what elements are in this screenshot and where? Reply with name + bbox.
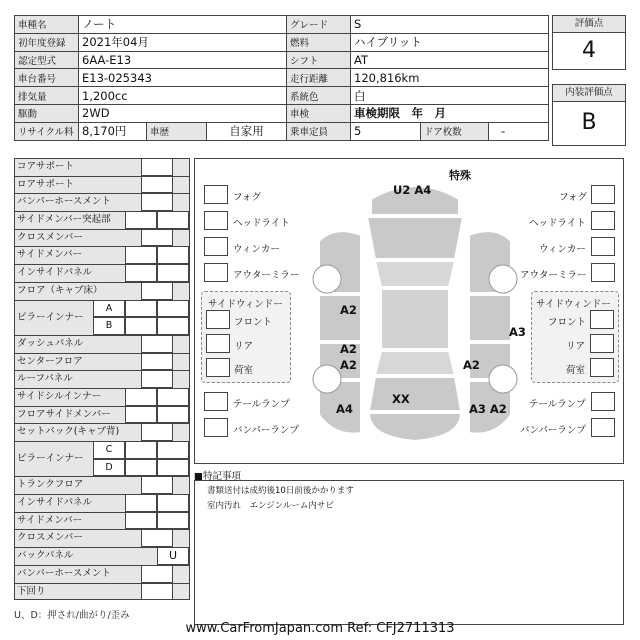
part-cell xyxy=(125,441,157,459)
info-row xyxy=(15,87,549,105)
interior-score-box xyxy=(552,84,626,146)
bumperlamp-left-check xyxy=(204,418,228,437)
headlight-right-label: ヘッドライト xyxy=(529,218,586,229)
part-sub-a: A xyxy=(93,300,125,318)
part-cell xyxy=(141,335,173,353)
taillamp-right-check xyxy=(591,392,615,411)
part-cell xyxy=(141,370,173,388)
taillamp-left-label: テールランプ xyxy=(233,399,290,410)
part-row xyxy=(14,229,190,247)
part-row xyxy=(14,476,190,494)
part-label: 下回り xyxy=(17,585,46,597)
part-row xyxy=(14,211,190,229)
mirror-left-check xyxy=(204,263,228,282)
value-first-reg: 2021年04月 xyxy=(79,33,287,51)
taillamp-left-check xyxy=(204,392,228,411)
roof-shape xyxy=(381,289,449,349)
part-row xyxy=(14,583,190,601)
remarks-line-1: 書類送付は成約後10日前後かかります xyxy=(207,486,354,496)
part-cell xyxy=(141,282,173,300)
label-doors: ドア枚数 xyxy=(421,122,489,140)
label-recycle: リサイクル料 xyxy=(15,122,79,140)
part-row xyxy=(14,264,190,282)
mirror-left-label: アウターミラー xyxy=(233,270,300,281)
part-label: サイドメンバー xyxy=(17,249,83,261)
hood-shape xyxy=(367,217,463,259)
cargo-left-check xyxy=(206,358,230,377)
windshield-shape xyxy=(375,261,455,287)
fog-left-check xyxy=(204,185,228,204)
label-displacement: 排気量 xyxy=(15,87,79,105)
winker-right-check xyxy=(591,237,615,256)
sidewindow-left-group xyxy=(201,291,291,383)
value-fuel: ハイブリット xyxy=(351,33,549,51)
part-cell xyxy=(141,158,173,176)
part-row xyxy=(14,370,190,388)
part-row xyxy=(14,512,190,530)
label-capacity: 乗車定員 xyxy=(287,122,351,140)
part-label: インサイドパネル xyxy=(17,497,93,509)
bumperlamp-right-label: バンパーランプ xyxy=(520,425,586,436)
code-left-rear-fender: A4 xyxy=(336,402,353,416)
value-history: 自家用 xyxy=(207,122,287,140)
part-row xyxy=(14,335,190,353)
part-cell xyxy=(125,317,157,335)
label-color: 系統色 xyxy=(287,87,351,105)
part-row xyxy=(14,547,190,565)
part-label: トランクフロア xyxy=(17,479,84,491)
damage-diagram xyxy=(194,158,624,464)
part-label: バンパーホースメント xyxy=(17,567,111,579)
part-cell xyxy=(157,406,189,424)
part-row xyxy=(14,353,190,371)
part-label: サイドメンバー xyxy=(17,514,83,526)
frame-parts-list xyxy=(14,158,190,600)
part-cell xyxy=(141,193,173,211)
info-row xyxy=(15,33,549,51)
part-cell xyxy=(125,406,157,424)
part-row xyxy=(14,406,190,424)
value-chassis: E13-025343 xyxy=(79,69,287,87)
part-cell xyxy=(141,229,173,247)
rear-bumper-shape xyxy=(369,413,461,441)
label-shift: シフト xyxy=(287,51,351,69)
fog-right-label: フォグ xyxy=(559,192,588,203)
value-shift: AT xyxy=(351,51,549,69)
info-row xyxy=(15,51,549,69)
part-cell xyxy=(157,512,189,530)
value-recycle: 8,170円 xyxy=(79,122,147,140)
code-rear: XX xyxy=(392,392,410,406)
part-row xyxy=(14,158,190,176)
front-right-check xyxy=(590,310,614,329)
cargo-right-label: 荷室 xyxy=(566,365,586,376)
legend-note: U、D：押され/曲がり/歪み xyxy=(14,610,130,621)
part-cell xyxy=(125,211,157,229)
mirror-right-check xyxy=(591,263,615,282)
part-label: コアサポート xyxy=(17,161,75,172)
diagram-title: 特殊 xyxy=(449,169,471,182)
fog-right-check xyxy=(591,185,615,204)
part-row xyxy=(14,388,190,406)
winker-left-label: ウィンカー xyxy=(233,244,280,255)
info-row xyxy=(15,69,549,87)
code-left-rear-door-1: A2 xyxy=(340,342,357,356)
part-label: ピラーインナー xyxy=(17,311,84,323)
part-row xyxy=(14,282,190,300)
part-cell xyxy=(141,423,173,441)
code-left-front-door: A2 xyxy=(340,303,357,317)
part-cell xyxy=(157,264,189,282)
part-label: ロアサポート xyxy=(17,178,75,190)
part-cell xyxy=(157,388,189,406)
info-row xyxy=(15,16,549,34)
fog-left-label: フォグ xyxy=(233,192,262,203)
part-cell xyxy=(157,246,189,264)
part-cell xyxy=(141,529,173,547)
part-label: フロアサイドメンバー xyxy=(17,408,111,420)
part-cell xyxy=(157,459,189,477)
part-cell xyxy=(157,441,189,459)
value-mileage: 120,816km xyxy=(351,69,549,87)
label-grade: グレード xyxy=(287,16,351,34)
wheel-rear-right xyxy=(489,365,517,393)
rear-left-check xyxy=(206,334,230,353)
label-history: 車歴 xyxy=(147,122,207,140)
part-label: クロスメンバー xyxy=(17,231,83,243)
part-cell xyxy=(141,565,173,583)
part-row xyxy=(14,529,190,547)
wheel-front-left xyxy=(313,265,341,293)
part-label: クロスメンバー xyxy=(17,532,83,544)
bumperlamp-left-label: バンパーランプ xyxy=(233,425,299,436)
part-cell xyxy=(125,300,157,318)
rear-window-shape xyxy=(375,351,455,375)
interior-score-value: B xyxy=(581,110,597,135)
cargo-right-check xyxy=(590,358,614,377)
part-cell xyxy=(125,246,157,264)
interior-score-label: 内装評価点 xyxy=(553,85,625,102)
part-sub-c: C xyxy=(93,441,125,459)
label-inspection: 車検 xyxy=(287,104,351,122)
value-drive: 2WD xyxy=(79,104,287,122)
value-displacement: 1,200cc xyxy=(79,87,287,105)
info-row xyxy=(15,122,549,140)
cargo-left-label: 荷室 xyxy=(234,365,254,376)
wheel-front-right xyxy=(489,265,517,293)
rear-right-check xyxy=(590,334,614,353)
value-type: 6AA-E13 xyxy=(79,51,287,69)
part-row xyxy=(14,176,190,194)
part-cell xyxy=(157,494,189,512)
score-box xyxy=(552,15,626,70)
label-type: 認定型式 xyxy=(15,51,79,69)
front-right-label: フロント xyxy=(548,317,587,328)
part-row xyxy=(14,441,190,476)
headlight-left-label: ヘッドライト xyxy=(233,218,290,229)
part-cell xyxy=(125,264,157,282)
remarks-box xyxy=(194,480,624,625)
label-first-reg: 初年度登録 xyxy=(15,33,79,51)
part-sub-b: B xyxy=(93,317,125,335)
code-right-rear-door: A2 xyxy=(463,358,480,372)
footer-watermark: www.CarFromJapan.com Ref: CFJ2711313 xyxy=(185,621,455,636)
winker-left-check xyxy=(204,237,228,256)
part-cell xyxy=(157,317,189,335)
part-label: ピラーインナー xyxy=(17,453,84,465)
sidewindow-left-title: サイドウィンドー xyxy=(208,299,283,310)
part-label: ダッシュパネル xyxy=(17,337,84,349)
front-left-check xyxy=(206,310,230,329)
taillamp-right-label: テールランプ xyxy=(529,399,586,410)
part-label: バンパーホースメント xyxy=(17,196,111,208)
score-label: 評価点 xyxy=(553,16,625,33)
part-label: サイドシルインナー xyxy=(17,390,102,402)
part-cell-value: U xyxy=(157,547,189,565)
part-cell xyxy=(141,176,173,194)
code-left-rear-door-2: A2 xyxy=(340,358,357,372)
part-cell xyxy=(125,512,157,530)
part-label: センターフロア xyxy=(17,355,83,367)
label-model: 車種名 xyxy=(15,16,79,34)
part-row xyxy=(14,423,190,441)
vehicle-info-table xyxy=(14,15,549,141)
part-cell xyxy=(125,494,157,512)
left-front-door-shape xyxy=(319,295,361,341)
part-label: バックパネル xyxy=(17,550,74,562)
part-row xyxy=(14,193,190,211)
value-model: ノート xyxy=(79,16,287,34)
front-left-label: フロント xyxy=(234,317,273,328)
sidewindow-right-title: サイドウィンドー xyxy=(536,299,611,310)
value-capacity: 5 xyxy=(351,122,421,140)
headlight-right-check xyxy=(591,211,615,230)
part-cell xyxy=(125,459,157,477)
part-row xyxy=(14,494,190,512)
value-doors: - xyxy=(489,122,549,140)
value-color: 白 xyxy=(351,87,549,105)
part-row xyxy=(14,565,190,583)
label-fuel: 燃料 xyxy=(287,33,351,51)
part-cell xyxy=(141,476,173,494)
bumperlamp-right-check xyxy=(591,418,615,437)
part-label: サイドメンバー突起部 xyxy=(17,214,111,226)
wheel-rear-left xyxy=(313,365,341,393)
label-drive: 駆動 xyxy=(15,104,79,122)
rear-right-label: リア xyxy=(566,341,586,352)
part-row xyxy=(14,300,190,335)
score-value: 4 xyxy=(582,38,596,63)
part-cell xyxy=(125,388,157,406)
value-grade: S xyxy=(351,16,549,34)
right-front-door-shape xyxy=(469,295,511,341)
headlight-left-check xyxy=(204,211,228,230)
code-right-door: A3 xyxy=(509,325,526,339)
part-cell xyxy=(141,583,173,601)
remarks-line-2: 室内汚れ エンジンルーム内サビ xyxy=(207,501,334,511)
trunk-shape xyxy=(369,377,461,411)
winker-right-label: ウィンカー xyxy=(539,244,586,255)
rear-left-label: リア xyxy=(234,341,254,352)
sidewindow-right-group xyxy=(531,291,619,383)
part-label: インサイドパネル xyxy=(17,267,93,279)
mirror-right-label: アウターミラー xyxy=(520,270,587,281)
label-mileage: 走行距離 xyxy=(287,69,351,87)
part-label: ルーフパネル xyxy=(17,373,73,385)
code-hood: U2 A4 xyxy=(393,183,432,197)
part-row xyxy=(14,246,190,264)
value-inspection: 車検期限 年 月 xyxy=(351,104,549,122)
code-right-rear-fender: A3 A2 xyxy=(469,402,507,416)
part-label: フロア（キャブ床） xyxy=(17,284,103,296)
part-cell xyxy=(141,353,173,371)
part-cell xyxy=(157,300,189,318)
part-label: セットバック(キャブ背) xyxy=(17,426,120,438)
label-chassis: 車台番号 xyxy=(15,69,79,87)
info-row xyxy=(15,104,549,122)
remarks-title: ■特記事項 xyxy=(194,471,241,482)
part-cell xyxy=(157,211,189,229)
part-sub-d: D xyxy=(93,459,125,477)
